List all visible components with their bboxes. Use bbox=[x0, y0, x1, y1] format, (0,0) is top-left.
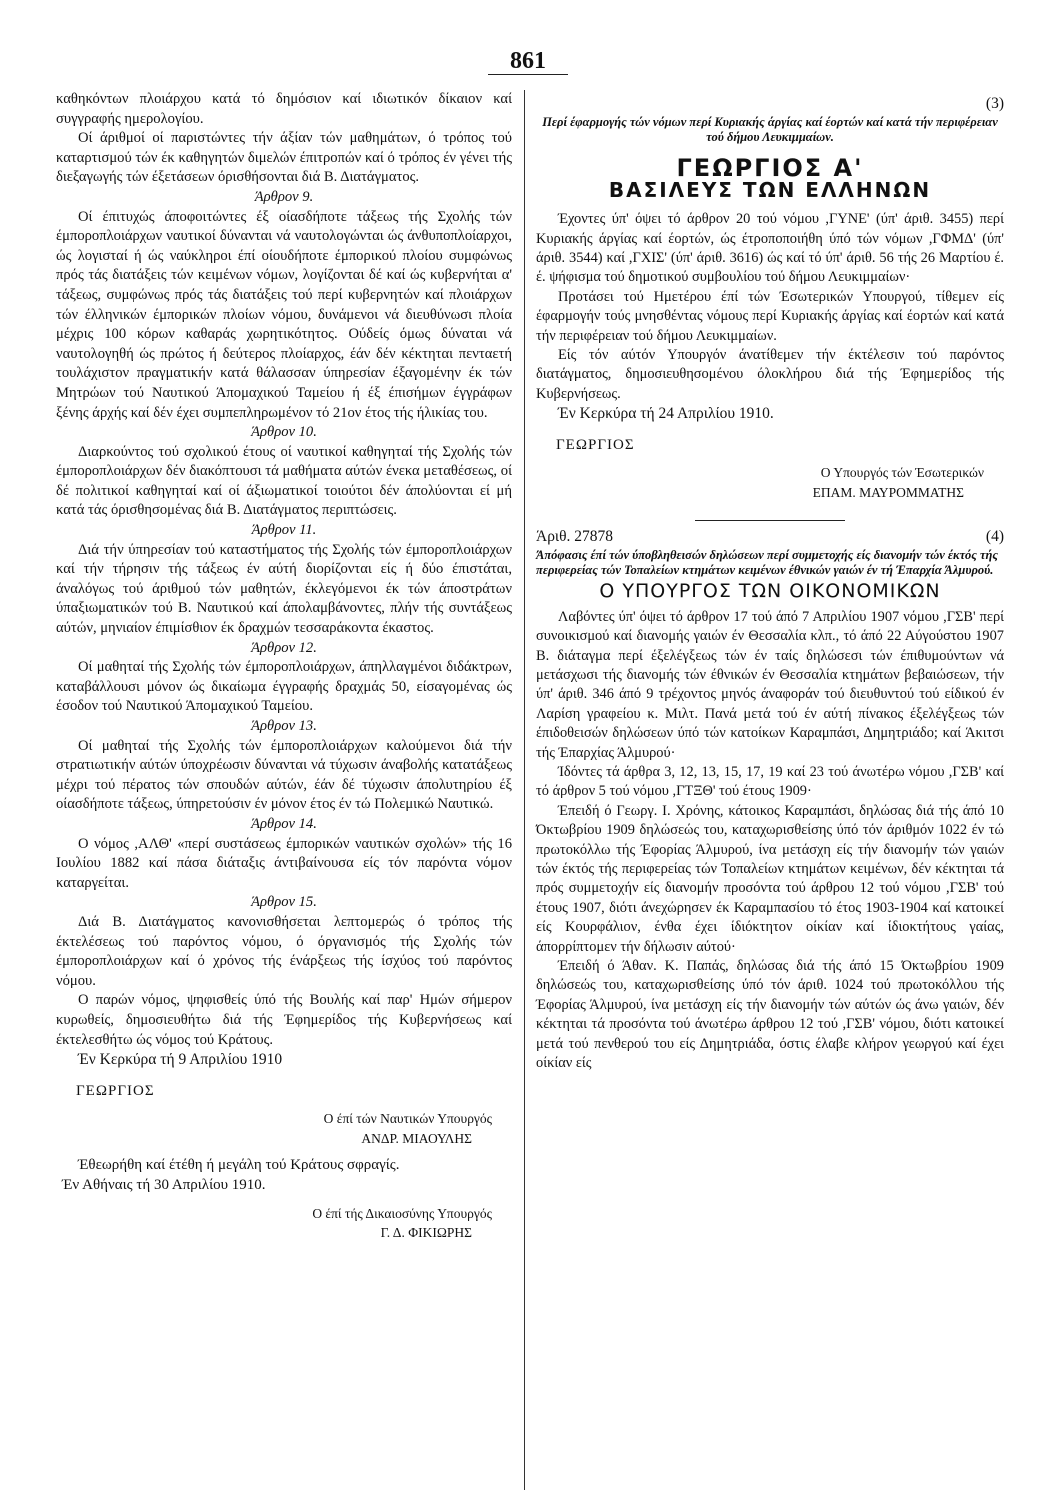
paragraph: Οί άριθμοί οί παριστώντες τήν άξίαν τών μαθημάτων, ό τρόπος τού καταρτισμού τών έκ καθηγητών διμελών έπιτροπών καί ό τρόπος έν γένει τής διεξαγωγής τών έξετάσεων όρισθήσονται διά Β. Διατάγματος. bbox=[56, 130, 512, 186]
section-number: (3) bbox=[985, 95, 1004, 112]
section-caption: Άπόφασις έπί τών ύποβληθεισών δηλώσεων περί συμμετοχής είς διανομήν τών έκτός τής περιφερείας τών Τοπαλείων κτημάτων κειμένων έθνικών γαιών έν τή Έπαρχία Άλμυρού. bbox=[536, 548, 998, 578]
king-subtitle: ΒΑΣΙΛΕΥΣ ΤΩΝ ΕΛΛΗΝΩΝ bbox=[608, 177, 932, 202]
left-column bbox=[56, 90, 512, 1243]
date-line: Έν Κερκύρα τή 24 Απριλίου 1910. bbox=[558, 405, 774, 423]
paragraph: Διαρκούντος τού σχολικού έτους οί ναυτικοί καθηγηταί τής Σχολής τών έμποροπλοιάρχων δέν διακόπτουσι τά μαθήματα αύτών ένεκα μεταθέσεως, οί δέ πολιτικοί καθηγηταί καί οί άξιωματικοί τοιούτοι δέν άπολύονται εί μή κατά τάς όρισθησομένας διά Β. Διατάγματος περιπτώσεις. bbox=[56, 443, 512, 519]
paragraph: Ο νόμος ,ΑΛΘ' «περί συστάσεως έμπορικών ναυτικών σχολών» τής 16 Ιουλίου 1882 καί πάσα διάταξις άντιβαίνουσα είς τόν παρόντα νόμον καταργείται. bbox=[56, 835, 512, 891]
date-line: Έν Κερκύρα τή 9 Απριλίου 1910 bbox=[78, 1051, 283, 1069]
page-number: 861 bbox=[510, 48, 546, 74]
paragraph: Έπειδή ό Άθαν. Κ. Παπάς, δηλώσας διά τής άπό 15 Όκτωβρίου 1909 δηλώσεώς του, καταχωρισθείσης ύπό τόν άριθ. 1024 τού πρωτοκόλλου τής Έφορίας Άλμυρού, ίνα μετάσχη είς τήν διανομήν τών αύτών ώς άνω γαιών, δέν κέκτηται τά προσόντα τού άνωτέρω άρθρου 12 τού ,ΓΣΒ' νόμου, διότι κατοικεί μετά τού πενθερού του είς Δημητριάδα, όστις έλαβε κλήρον γεωργού καί έχει οίκίαν είς bbox=[536, 958, 1004, 1072]
decision-number: Άριθ. 27878 bbox=[536, 527, 614, 545]
section-caption: Περί έφαρμογής τών νόμων περί Κυριακής άργίας καί έορτών καί κατά τήν περιφέρειαν τού δήμου Λευκιμμαίων. bbox=[542, 115, 998, 145]
section-number-row bbox=[536, 527, 1004, 546]
paragraph: Οί μαθηταί τής Σχολής τών έμποροπλοιάρχων καλούμενοι διά τήν στρατιωτικήν αύτών ύποχρέωσιν δύνανται νά τύχωσιν άναβολής κατατάξεως μέχρι τού πέρατος τών σπουδών αύτών, έάν δέ τύχωσιν άπολυτηρίου έξ οίασδήποτε τάξεως, ύπηρετούσιν έν μόνον έτος έν τώ Πολεμικώ Ναυτικώ. bbox=[56, 737, 512, 813]
king-title: ΓΕΩΡΓΙΟΣ Α' bbox=[676, 154, 864, 183]
paragraph: Έχοντες ύπ' όψει τό άρθρον 20 τού νόμου ,ΓΥΝΕ' (ύπ' άριθ. 3455) περί Κυριακής άργίας καί έορτών, ώς έτροποποιήθη ύπό τών νόμων ,ΓΦΜΔ' (ύπ' άριθ. 3544) καί ,ΓΧΙΣ' (ύπ' άριθ. 3616) ώς καί τό ύπ' άριθ. 56 τής 26 Μαρτίου έ. έ. ψήφισμα τού δημοτικού συμβουλίου τού δήμου Λευκιμμαίων· bbox=[536, 211, 1004, 286]
section-divider bbox=[695, 520, 845, 521]
paragraph: Ο παρών νόμος, ψηφισθείς ύπό τής Βουλής καί παρ' Ημών σήμερον κυρωθείς, δημοσιευθήτω διά τής Έφημερίδος τής Κυβερνήσεως καί έκτελεσθήτω ώς νόμος τού Κράτους. bbox=[56, 992, 512, 1048]
column-divider bbox=[524, 90, 525, 1490]
minister-title: Ο έπί τών Ναυτικών Υπουργός bbox=[323, 1111, 492, 1127]
minister-title: Ο έπί τής Δικαιοσύνης Υπουργός bbox=[312, 1205, 492, 1221]
article-heading: Άρθρον 12. bbox=[251, 639, 317, 656]
king-signature: ΓΕΩΡΓΙΟΣ bbox=[556, 436, 635, 453]
paragraph: Λαβόντες ύπ' όψει τό άρθρον 17 τού άπό 7 Απριλίου 1907 νόμου ,ΓΣΒ' περί συνοικισμού καί διανομής γαιών έν Θεσσαλία κλπ., τό άπό 22 Αύγούστου 1907 Β. διάταγμα περί έξελέγξεως τών έν ταίς δηλώσεσι τών έπιθυμούντων νά μετάσχωσι τής διανομής τών έθνικών έν Θεσσαλία κτημάτων βεβαιώσεων, τήν ύπ' άριθ. 346 άπό 9 τρέχοντος μηνός άναφοράν τού διευθυντού τού είδικού έν Λαρίση γραφείου κ. Μιλτ. Πανά μετά τού έν αύτή πίνακος έξελέγξεως τών έπιδοθεισών δηλώσεων ύπό τών κατοίκων Καραμπάσι, Δημητριάδο; καί Άκιτσι τής Έπαρχίας Άλμυρού· bbox=[536, 608, 1004, 761]
minister-name: Γ. Δ. ΦΙΚΙΩΡΗΣ bbox=[380, 1225, 472, 1241]
article-heading: Άρθρον 11. bbox=[251, 522, 317, 539]
paragraph: Ίδόντες τά άρθρα 3, 12, 13, 15, 17, 19 καί 23 τού άνωτέρω νόμου ,ΓΣΒ' καί τό άρθρον 5 τού νόμου ,ΓΤΞΘ' τού έτους 1909· bbox=[536, 763, 1004, 800]
paragraph: Οί μαθηταί τής Σχολής τών έμποροπλοιάρχων, άπηλλαγμένοι διδάκτρων, καταβάλλουσι μόνον ώς δικαίωμα έγγραφής δραχμάς 50, είσαγομένας ώς έσοδον τού Ναυτικού Άπομαχικού Ταμείου. bbox=[56, 659, 512, 715]
seal-text: Έθεωρήθη καί έτέθη ή μεγάλη τού Κράτους σφραγίς. bbox=[78, 1157, 400, 1174]
minister-title: Ο Υπουργός τών Έσωτερικών bbox=[820, 465, 984, 481]
king-signature: ΓΕΩΡΓΙΟΣ bbox=[76, 1082, 155, 1099]
paragraph: καθηκόντων πλοιάρχου κατά τό δημόσιον καί ιδιωτικόν δίκαιον καί συγγραφής ημερολογίου. bbox=[56, 91, 512, 127]
article-heading: Άρθρον 15. bbox=[251, 894, 317, 911]
right-column bbox=[536, 94, 1004, 1073]
article-heading: Άρθρον 10. bbox=[251, 424, 317, 441]
minister-name: ΑΝΔΡ. ΜΙΑΟΥΛΗΣ bbox=[361, 1130, 472, 1146]
article-heading: Άρθρον 14. bbox=[251, 815, 317, 832]
article-heading: Άρθρον 9. bbox=[254, 188, 314, 205]
date-line: Έν Αθήναις τή 30 Απριλίου 1910. bbox=[62, 1177, 266, 1194]
paragraph: Οί έπιτυχώς άποφοιτώντες έξ οίασδήποτε τάξεως τής Σχολής τών έμποροπλοιάρχων ναυτικοί δύνανται νά ναυτολογώνται ώς άνθυποπλοίαρχοι, ώς λογισταί ή ώς ναύκληροι έπί οίουδήποτε έμπορικού πλοίου συμφώνως πρός τάς διατάξεις τών κειμένων νόμων, λογίζονται δέ καί ώς κυβερνήται α' τάξεως, συμφώνως πρός τάς διατάξεις τού περί κυβερνητών καί πλοιάρχων τών έλληνικών έμπορικών πλοίων νόμου, δυνάμενοι νά διευθύνωσι πλοία μέχρις 100 κόρων καθαράς χωρητικότητος. Ούδείς όμως δύναται νά ναυτολογηθή ώς πρώτος ή δεύτερος πλοίαρχος, έάν δέν κέκτηται πενταετή τουλάχιστον πραγματικήν κατά θάλασσαν ύπηρεσίαν έξαγομένην έκ τών Μητρώων τού Ναυτικού Άπομαχικού Ταμείου ή έξ έπισήμων έγγράφων ξένης άρχής καί δέν έχει συμπεπληρωμένον τό 21ον έτος τής ήλικίας του. bbox=[56, 208, 512, 421]
article-heading: Άρθρον 13. bbox=[251, 718, 317, 734]
section-title: Ο ΥΠΟΥΡΓΟΣ ΤΩΝ ΟΙΚΟΝΟΜΙΚΩΝ bbox=[599, 580, 941, 603]
paragraph: Είς τόν αύτόν Υπουργόν άνατίθεμεν τήν έκτέλεσιν τού παρόντος διατάγματος, δημοσιευθησομένου όλοκλήρου διά τής Έφημερίδος τής Κυβερνήσεως. bbox=[536, 347, 1004, 402]
paragraph: Διά Β. Διατάγματος κανονισθήσεται λεπτομερώς ό τρόπος τής έκτελέσεως τού παρόντος νόμου, ό όργανισμός τής Σχολής τών έμποροπλοιάρχων καί ό χρόνος τής ένάρξεως τής ίσχύος τού παρόντος νόμου. bbox=[56, 913, 512, 989]
paragraph: Προτάσει τού Ημετέρου έπί τών Έσωτερικών Υπουργού, τίθεμεν είς έφαρμογήν τούς μνησθέντας νόμους περί Κυριακής άργίας καί έορτών καί κατά τήν περιφέρειαν τού δήμου Λευκιμμαίων. bbox=[536, 288, 1004, 344]
section-number: (4) bbox=[985, 527, 1004, 545]
header-rule bbox=[488, 74, 568, 75]
paragraph: Έπειδή ό Γεωργ. Ι. Χρόνης, κάτοικος Καραμπάσι, δηλώσας διά τής άπό 10 Όκτωβρίου 1909 δηλώσεώς του, καταχωρισθείσης ύπό τόν άριθμόν 1022 έν τώ πρωτοκόλλω τής Έφορίας Άλμυρού, ίνα μετάσχη είς τήν διανομήν τών γαιών τών έκτός τής περιφερείας τών Τοπαλείων κτημάτων κειμένων, δέν κέκτηται τά πρός συμμετοχήν είς διανομήν προσόντα τού άρθρου 12 τού νόμου ,ΓΣΒ' τού έτους 1907, διότι άνεχώρησεν έκ Καραμπασίου τό έτος 1903-1904 καί κατοικεί είς Κουρφάλιον, ένθα έχει ίδιόκτητον οίκίαν καί ίδιοκτήτους γαίας, άπορρίπτομεν τήν δήλωσιν αύτού· bbox=[536, 802, 1004, 955]
paragraph: Διά τήν ύπηρεσίαν τού καταστήματος τής Σχολής τών έμποροπλοιάρχων καί τήν τήρησιν τής τάξεως έν αύτή διορίζονται είς ή δύο έπιστάται, άναλόγως τού άριθμού τών μαθητών, έκλεγόμενοι έκ τών άποστράτων ύπαξιωματικών τού Β. Ναυτικού καί άπολαμβάνοντες, πλήν τής συντάξεως αύτών, μηνιαίον έπιμίσθιον έκ δραχμών τεσσαράκοντα έκαστος. bbox=[56, 541, 512, 637]
minister-name: ΕΠΑΜ. ΜΑΥΡΟΜΜΑΤΗΣ bbox=[812, 484, 964, 500]
